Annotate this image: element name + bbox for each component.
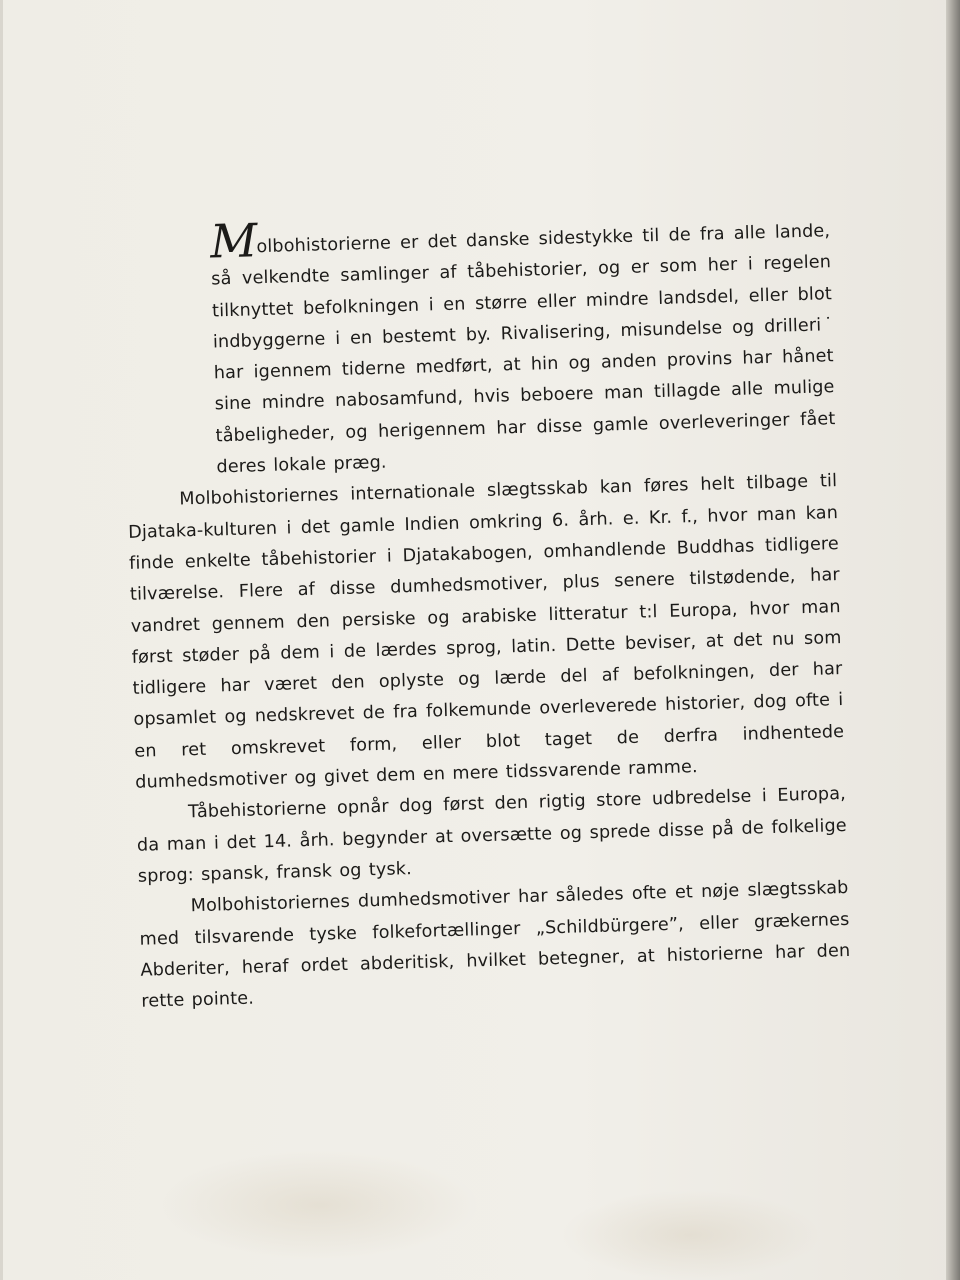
- paper-stain: [160, 1150, 480, 1260]
- page-right-edge: [946, 0, 960, 1280]
- paragraph-4: Molbohistoriernes dumhedsmotiver har således ofte et nøje slægtsskab med tilsvarende tyske folkefortællinger „Schildbürgere”, eller grækernes Abderiter, heraf ordet abderitisk, hvilket betegner, at historierne har den rette pointe.: [139, 878, 851, 1012]
- paper-stain: [560, 1190, 820, 1280]
- page-left-edge: [0, 0, 3, 1280]
- paragraph-1-text: olbohistorierne er det danske sidestykke til de fra alle lande, så velkendte samlinger af tåbehistorier, og er som her i regelen tilknyttet befolkningen i en større eller mindre landsdel, eller blot indbyggerne i en bestemt by. Rivalisering, misundelse og drilleri˙ har igennem tiderne medført, at hin og anden provins har hånet sine mindre nabosamfund, hvis beboere man tillagde alle mulige tåbeligheder, og herigennem har disse gamle overleveringer fået deres lokale præg.: [210, 221, 836, 478]
- paragraph-2: Molbohistoriernes internationale slægtsskab kan føres helt tilbage til Djataka-kulturen i det gamle Indien omkring 6. årh. e. Kr. f., hvor man kan finde enkelte tåbehistorier i Djatakabogen, omhandlende Buddhas tidligere tilværelse. Flere af disse dumhedsmotiver, plus senere tilstødende, har vandret gennem den persiske og arabiske litteratur t:l Europa, hvor man først støder på dem i de lærdes sprog, latin. Dette beviser, at det nu som tidligere har været den oplyste og lærde del af befolkningen, der har opsamlet og nedskrevet de fra folkemunde overleverede historier, dog ofte i en ret omskrevet form, eller blot taget de derfra indhentede dumhedsmotiver og givet dem en mere tidssvarende ramme.: [128, 471, 845, 793]
- drop-initial: M: [209, 213, 258, 269]
- paragraph-1: [120, 213, 837, 486]
- body-text: [120, 213, 852, 1018]
- paragraph-3: Tåbehistorierne opnår dog først den rigtig store udbredelse i Europa, da man i det 14. årh. begynder at oversætte og sprede disse på de folkelige sprog: spansk, fransk og tysk.: [136, 784, 848, 887]
